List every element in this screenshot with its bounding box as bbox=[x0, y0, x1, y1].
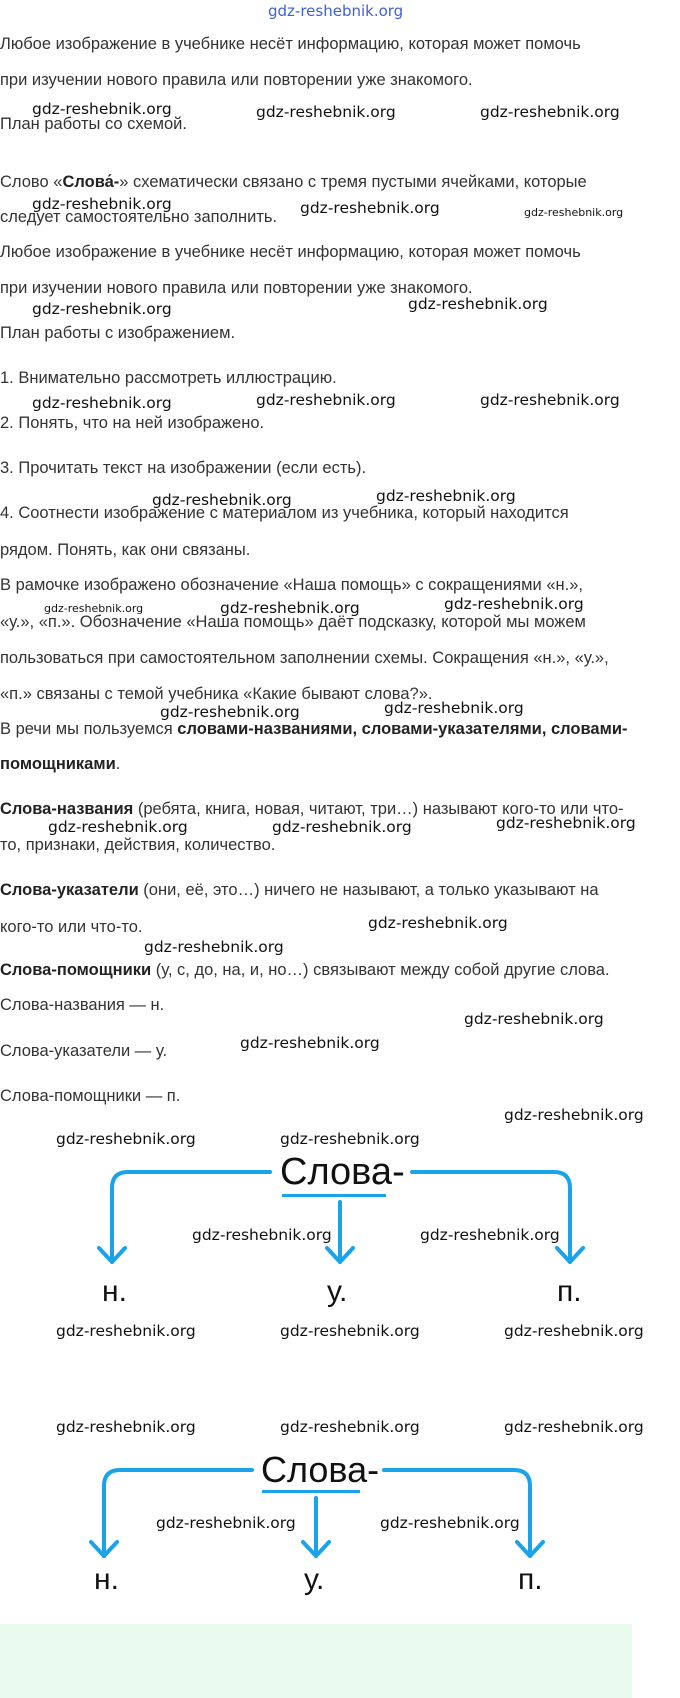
watermark: gdz-reshebnik.org bbox=[496, 814, 636, 832]
scheme-leaf-p: п. bbox=[518, 1563, 543, 1596]
watermark: gdz-reshebnik.org bbox=[56, 1322, 196, 1340]
text-line: В рамочке изображено обозначение «Наша помощь» с сокращениями «н.», bbox=[0, 576, 583, 594]
watermark: gdz-reshebnik.org bbox=[504, 1418, 644, 1436]
text-line: План работы со схемой. bbox=[0, 115, 187, 133]
watermark: gdz-reshebnik.org bbox=[56, 1130, 196, 1148]
scheme-diagram bbox=[0, 1140, 680, 1320]
text-line: рядом. Понять, как они связаны. bbox=[0, 541, 251, 559]
text-line: 3. Прочитать текст на изображении (если есть). bbox=[0, 459, 367, 477]
text-fragment: (у, с, до, на, и, но…) связывают между собой другие слова. bbox=[151, 961, 610, 979]
text-line: то, признаки, действия, количество. bbox=[0, 836, 276, 854]
watermark: gdz-reshebnik.org bbox=[32, 394, 172, 412]
text-line bbox=[0, 960, 610, 980]
watermark: gdz-reshebnik.org bbox=[32, 100, 172, 118]
scheme-title-underline bbox=[262, 1490, 360, 1493]
watermark: gdz-reshebnik.org bbox=[256, 391, 396, 409]
watermark: gdz-reshebnik.org bbox=[144, 938, 284, 956]
scheme-leaf-u: у. bbox=[327, 1275, 348, 1308]
text-line bbox=[0, 754, 120, 774]
text-line: Любое изображение в учебнике несёт информацию, которая может помочь bbox=[0, 243, 581, 261]
watermark: gdz-reshebnik.org bbox=[464, 1010, 604, 1028]
watermark: gdz-reshebnik.org bbox=[32, 195, 172, 213]
text-line: «у.», «п.». Обозначение «Наша помощь» даёт подсказку, которой мы можем bbox=[0, 613, 586, 631]
text-line bbox=[0, 172, 587, 192]
text-fragment: Слово « bbox=[0, 173, 63, 191]
scheme-title-underline bbox=[282, 1194, 386, 1197]
text-line: «п.» связаны с темой учебника «Какие бывают слова?». bbox=[0, 685, 433, 703]
watermark: gdz-reshebnik.org bbox=[272, 818, 412, 836]
text-line: 2. Понять, что на ней изображено. bbox=[0, 414, 265, 432]
watermark: gdz-reshebnik.org bbox=[444, 595, 584, 613]
scheme-leaf-p: п. bbox=[557, 1275, 582, 1308]
text-fragment: В речи мы пользуемся bbox=[0, 720, 178, 738]
watermark: gdz-reshebnik.org bbox=[408, 295, 548, 313]
text-fragment: (они, её, это…) ничего не называют, а только указывают на bbox=[138, 881, 599, 899]
arrow-right bbox=[384, 1470, 530, 1556]
watermark: gdz-reshebnik.org bbox=[420, 1226, 560, 1244]
watermark: gdz-reshebnik.org bbox=[240, 1034, 380, 1052]
watermark: gdz-reshebnik.org bbox=[160, 703, 300, 721]
watermark: gdz-reshebnik.org bbox=[524, 206, 624, 219]
arrow-left bbox=[104, 1470, 252, 1556]
bold-term: Слова-названия bbox=[0, 800, 134, 818]
arrow-left bbox=[112, 1172, 270, 1262]
bold-term: Слова-указатели bbox=[0, 881, 139, 899]
text-line bbox=[0, 880, 599, 900]
text-line: 4. Соотнести изображение с материалом из учебника, который находится bbox=[0, 504, 569, 522]
bold-term: Слова-помощники bbox=[0, 961, 152, 979]
text-line: 1. Внимательно рассмотреть иллюстрацию. bbox=[0, 369, 337, 387]
text-fragment: . bbox=[115, 755, 121, 773]
watermark: gdz-reshebnik.org bbox=[480, 391, 620, 409]
text-line: при изучении нового правила или повторении уже знакомого. bbox=[0, 279, 473, 297]
scheme-leaf-u: у. bbox=[304, 1563, 325, 1596]
text-line: Слова-названия — н. bbox=[0, 996, 165, 1014]
watermark: gdz-reshebnik.org bbox=[376, 487, 516, 505]
bold-term: Слова́- bbox=[62, 173, 120, 191]
watermark: gdz-reshebnik.org bbox=[48, 818, 188, 836]
watermark: gdz-reshebnik.org bbox=[152, 491, 292, 509]
watermark: gdz-reshebnik.org bbox=[220, 599, 360, 617]
scheme-leaf-n: н. bbox=[102, 1275, 127, 1308]
scheme-diagram-2 bbox=[0, 1440, 680, 1610]
watermark: gdz-reshebnik.org bbox=[280, 1322, 420, 1340]
scheme-leaf-n: н. bbox=[94, 1563, 119, 1596]
watermark: gdz-reshebnik.org bbox=[56, 1418, 196, 1436]
text-line: Любое изображение в учебнике несёт информацию, которая может помочь bbox=[0, 35, 581, 53]
watermark: gdz-reshebnik.org bbox=[280, 1418, 420, 1436]
text-line: следует самостоятельно заполнить. bbox=[0, 208, 278, 226]
text-line bbox=[0, 719, 627, 739]
scheme-title: Слова- bbox=[261, 1449, 380, 1490]
text-line: Слова-указатели — у. bbox=[0, 1042, 168, 1060]
watermark: gdz-reshebnik.org bbox=[380, 1514, 520, 1532]
watermark: gdz-reshebnik.org bbox=[156, 1514, 296, 1532]
watermark: gdz-reshebnik.org bbox=[44, 602, 144, 615]
watermark: gdz-reshebnik.org bbox=[504, 1322, 644, 1340]
text-line: План работы с изображением. bbox=[0, 324, 236, 342]
watermark: gdz-reshebnik.org bbox=[256, 103, 396, 121]
watermark: gdz-reshebnik.org bbox=[192, 1226, 332, 1244]
watermark: gdz-reshebnik.org bbox=[384, 699, 524, 717]
watermark: gdz-reshebnik.org bbox=[32, 300, 172, 318]
text-fragment: (ребята, книга, новая, читают, три…) называют кого-то или что- bbox=[133, 800, 624, 818]
text-line: кого-то или что-то. bbox=[0, 918, 143, 936]
watermark: gdz-reshebnik.org bbox=[368, 914, 508, 932]
watermark: gdz-reshebnik.org bbox=[480, 103, 620, 121]
bold-term: помощниками bbox=[0, 755, 116, 773]
text-line: при изучении нового правила или повторении уже знакомого. bbox=[0, 71, 473, 89]
text-line: пользоваться при самостоятельном заполнении схемы. Сокращения «н.», «у.», bbox=[0, 649, 609, 667]
arrow-right bbox=[412, 1172, 570, 1262]
watermark: gdz-reshebnik.org bbox=[280, 1130, 420, 1148]
watermark: gdz-reshebnik.org bbox=[504, 1106, 644, 1124]
text-line: Слова-помощники — п. bbox=[0, 1087, 181, 1105]
scheme-title: Слова- bbox=[280, 1151, 405, 1193]
watermark-top: gdz-reshebnik.org bbox=[268, 2, 404, 20]
footer-band bbox=[0, 1624, 632, 1698]
text-fragment: » схематически связано с тремя пустыми ячейками, которые bbox=[119, 173, 587, 191]
bold-term: словами-названиями, словами-указателями, словами- bbox=[177, 720, 628, 738]
watermark: gdz-reshebnik.org bbox=[300, 199, 440, 217]
